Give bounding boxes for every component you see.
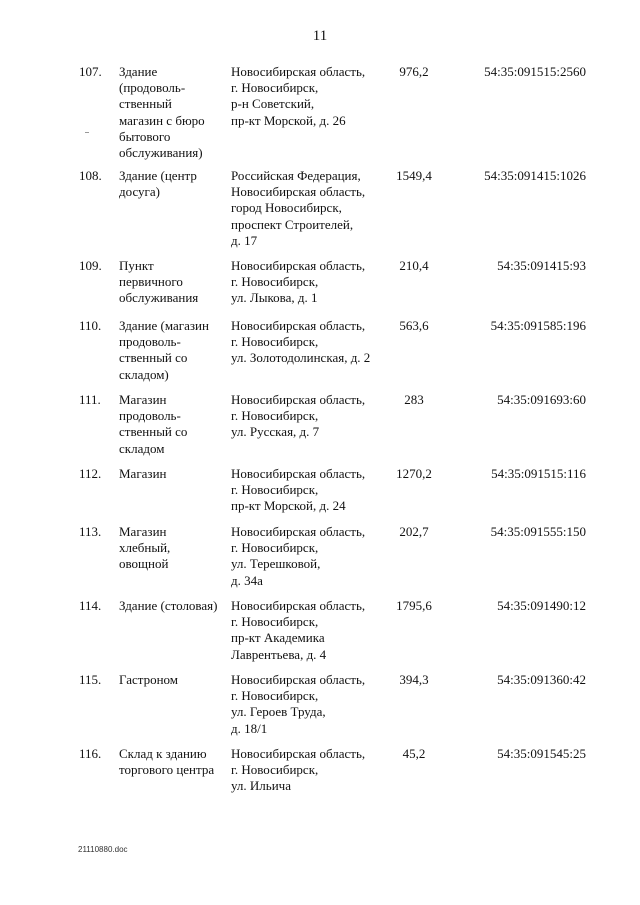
object-address xyxy=(231,258,381,307)
object-address-line: Лаврентьева, д. 4 xyxy=(231,646,327,662)
object-name xyxy=(119,598,223,614)
cadastral-number: 54:35:091360:42 xyxy=(497,672,586,687)
object-address-line: Новосибирская область, xyxy=(231,318,366,333)
object-address-line: г. Новосибирск, xyxy=(231,408,319,424)
cadastral-number: 54:35:091415:1026 xyxy=(484,168,586,183)
cadastral-number: 54:35:091555:150 xyxy=(490,524,586,539)
row-number: 115. xyxy=(79,672,102,687)
object-address xyxy=(231,318,381,367)
object-name-line: ственный xyxy=(119,96,172,112)
row-number: 109. xyxy=(79,258,102,273)
object-name-line: ственный со xyxy=(119,424,188,440)
object-address-line: пр-кт Морской, д. 24 xyxy=(231,498,346,514)
object-address-line: д. 17 xyxy=(231,232,258,248)
object-area: 202,7 xyxy=(399,524,429,539)
object-address-line: д. 34а xyxy=(231,572,263,588)
object-area: 976,2 xyxy=(399,64,429,79)
object-address-line: ул. Золотодолинская, д. 2 xyxy=(231,350,371,366)
object-name xyxy=(119,64,223,161)
cadastral-number: 54:35:091515:116 xyxy=(491,466,586,481)
cadastral-number: 54:35:091415:93 xyxy=(497,258,586,273)
object-address-line: Новосибирская область, xyxy=(231,258,366,273)
object-area: 283 xyxy=(404,392,424,407)
object-address-line: Новосибирская область, xyxy=(231,184,366,200)
object-address-line: д. 18/1 xyxy=(231,720,268,736)
object-address-line: г. Новосибирск, xyxy=(231,274,319,290)
object-name-line: Пункт xyxy=(119,258,154,273)
cadastral-number: 54:35:091545:25 xyxy=(497,746,586,761)
object-name-line: продоволь- xyxy=(119,334,181,350)
object-area: 563,6 xyxy=(399,318,429,333)
object-address-line: пр-кт Академика xyxy=(231,630,325,646)
object-name-line: ственный со xyxy=(119,350,188,366)
object-address-line: Российская Федерация, xyxy=(231,168,361,183)
object-address-line: Новосибирская область, xyxy=(231,746,366,761)
object-name xyxy=(119,318,223,383)
object-address-line: Новосибирская область, xyxy=(231,392,366,407)
object-name xyxy=(119,746,223,778)
object-name-line: Здание (столовая) xyxy=(119,598,218,613)
object-address-line: г. Новосибирск, xyxy=(231,762,319,778)
object-address xyxy=(231,168,381,249)
object-address xyxy=(231,524,381,589)
row-number: 107. xyxy=(79,64,102,79)
object-address xyxy=(231,598,381,663)
row-number: 112. xyxy=(79,466,102,481)
object-name xyxy=(119,524,223,573)
object-name-line: досуга) xyxy=(119,184,160,200)
object-area: 210,4 xyxy=(399,258,429,273)
row-number: 116. xyxy=(79,746,102,761)
object-name-line: хлебный, xyxy=(119,540,171,556)
object-name-line: бытового xyxy=(119,128,171,144)
object-name xyxy=(119,466,223,482)
object-address-line: г. Новосибирск, xyxy=(231,80,319,96)
object-area: 1795,6 xyxy=(396,598,432,613)
object-address-line: Новосибирская область, xyxy=(231,672,366,687)
object-address-line: Новосибирская область, xyxy=(231,598,366,613)
object-name xyxy=(119,672,223,688)
row-number: 110. xyxy=(79,318,102,333)
margin-mark xyxy=(85,132,89,133)
object-address-line: пр-кт Морской, д. 26 xyxy=(231,112,346,128)
object-name-line: Здание xyxy=(119,64,158,79)
object-address-line: г. Новосибирск, xyxy=(231,614,319,630)
object-address-line: ул. Героев Труда, xyxy=(231,704,326,720)
row-number: 111. xyxy=(79,392,101,407)
object-address-line: ул. Терешковой, xyxy=(231,556,321,572)
object-address-line: ул. Ильича xyxy=(231,778,291,794)
cadastral-number: 54:35:091693:60 xyxy=(497,392,586,407)
object-name-line: магазин с бюро xyxy=(119,112,205,128)
object-area: 1549,4 xyxy=(396,168,432,183)
object-name-line: Магазин xyxy=(119,392,167,407)
object-address-line: город Новосибирск, xyxy=(231,200,342,216)
object-address-line: Новосибирская область, xyxy=(231,466,366,481)
object-address-line: г. Новосибирск, xyxy=(231,482,319,498)
page-number: 11 xyxy=(312,28,328,44)
object-area: 45,2 xyxy=(402,746,426,761)
row-number: 108. xyxy=(79,168,102,183)
object-address-line: ул. Лыкова, д. 1 xyxy=(231,290,318,306)
object-name-line: Магазин xyxy=(119,524,167,539)
document-filename: 21110880.doc xyxy=(78,845,128,854)
object-name-line: обслуживания xyxy=(119,290,199,306)
cadastral-number: 54:35:091490:12 xyxy=(497,598,586,613)
object-address xyxy=(231,64,381,129)
row-number: 114. xyxy=(79,598,102,613)
object-address xyxy=(231,466,381,515)
object-area: 394,3 xyxy=(399,672,429,687)
object-name-line: обслуживания) xyxy=(119,145,203,161)
object-name-line: Здание (центр xyxy=(119,168,197,183)
row-number: 113. xyxy=(79,524,102,539)
object-name-line: складом) xyxy=(119,366,169,382)
object-address xyxy=(231,392,381,441)
object-address-line: ул. Русская, д. 7 xyxy=(231,424,320,440)
object-name-line: Гастроном xyxy=(119,672,179,687)
object-address-line: Новосибирская область, xyxy=(231,64,366,79)
object-name-line: (продоволь- xyxy=(119,80,186,96)
object-name-line: первичного xyxy=(119,274,183,290)
object-name-line: Склад к зданию xyxy=(119,746,207,761)
object-name xyxy=(119,258,223,307)
object-area: 1270,2 xyxy=(396,466,432,481)
cadastral-number: 54:35:091515:2560 xyxy=(484,64,586,79)
object-address-line: г. Новосибирск, xyxy=(231,688,319,704)
object-address-line: г. Новосибирск, xyxy=(231,334,319,350)
cadastral-number: 54:35:091585:196 xyxy=(490,318,586,333)
object-name-line: складом xyxy=(119,440,165,456)
object-address-line: проспект Строителей, xyxy=(231,216,354,232)
object-address xyxy=(231,672,381,737)
object-name-line: торгового центра xyxy=(119,762,215,778)
object-address-line: г. Новосибирск, xyxy=(231,540,319,556)
object-address xyxy=(231,746,381,795)
object-name-line: продоволь- xyxy=(119,408,181,424)
object-name xyxy=(119,168,223,200)
object-address-line: Новосибирская область, xyxy=(231,524,366,539)
object-name-line: Магазин xyxy=(119,466,167,481)
object-address-line: р-н Советский, xyxy=(231,96,315,112)
object-name xyxy=(119,392,223,457)
object-name-line: Здание (магазин xyxy=(119,318,209,333)
object-name-line: овощной xyxy=(119,556,169,572)
